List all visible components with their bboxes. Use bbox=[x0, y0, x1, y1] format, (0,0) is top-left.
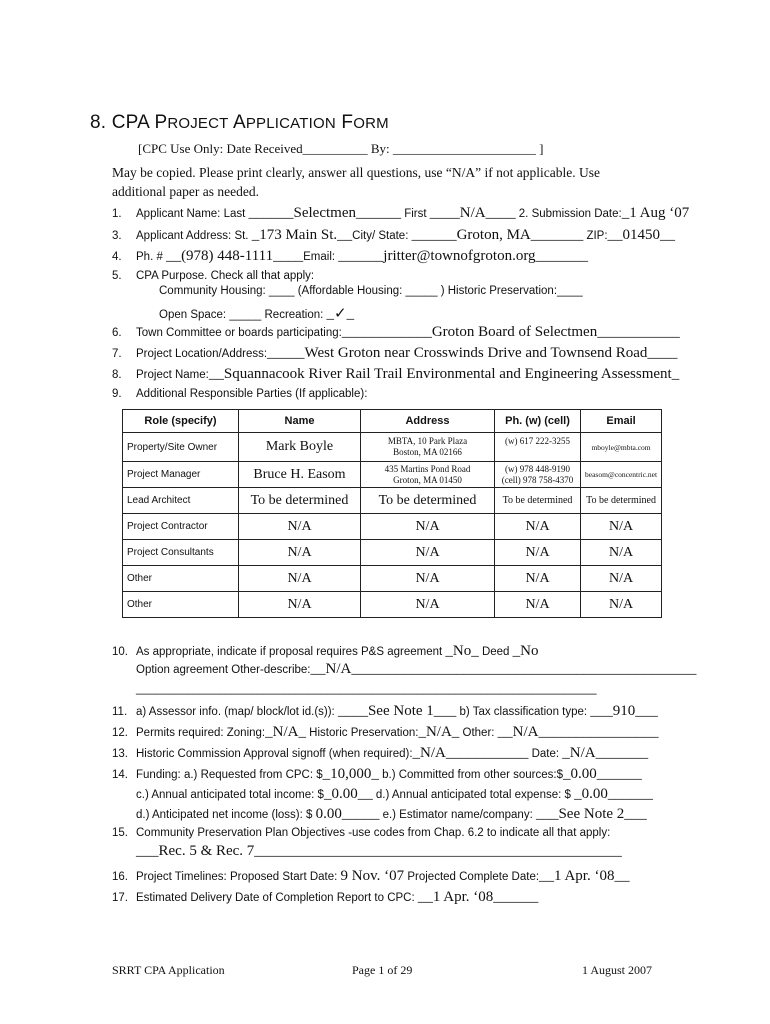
last-name-field[interactable]: ______Selectmen______ bbox=[248, 205, 401, 221]
address-cell[interactable]: N/A bbox=[361, 566, 495, 592]
cpa-purpose-options[interactable]: Community Housing: ____ (Affordable Housing: _____ ) Historic Preservation:____ bbox=[159, 285, 583, 297]
role-cell: Project Contractor bbox=[123, 514, 239, 540]
table-row bbox=[123, 592, 662, 618]
delivery-date-line: 17. Estimated Delivery Date of Completion Report to CPC: __1 Apr. ‘08______ bbox=[112, 889, 539, 905]
option-agreement-field[interactable]: __N/A______________________________________________ bbox=[310, 661, 697, 677]
email-cell[interactable]: N/A bbox=[581, 540, 662, 566]
signoff-field[interactable]: _N/A___________ bbox=[412, 745, 529, 761]
form-title: 8. CPA PROJECT APPLICATION FORM bbox=[90, 112, 389, 133]
zoning-field[interactable]: _N/A_ bbox=[265, 724, 306, 740]
footer-left: SRRT CPA Application bbox=[112, 963, 225, 977]
phone-field[interactable]: __(978) 448-1111____ bbox=[166, 248, 304, 264]
funding-line: 14. Funding: a.) Requested from CPC: $_10,000_ b.) Committed from other sources:$_0.00______ bbox=[112, 766, 642, 782]
applicant-address-line: 3. Applicant Address: St. _173 Main St.__City/ State: ______Groton, MA_______ ZIP:__01450__ bbox=[112, 227, 676, 243]
column-header: Role (specify) bbox=[123, 410, 239, 433]
committed-field[interactable]: _0.00______ bbox=[562, 766, 642, 782]
table-row bbox=[123, 514, 662, 540]
tax-class-field[interactable]: ___910___ bbox=[590, 703, 658, 719]
responsible-parties-line: 9. Additional Responsible Parties (If applicable): bbox=[112, 388, 368, 400]
email-cell[interactable]: To be determined bbox=[581, 488, 662, 514]
signoff-date-field[interactable]: _N/A_______ bbox=[562, 745, 649, 761]
address-cell[interactable]: 435 Martins Pond Road Groton, MA 01450 bbox=[361, 462, 495, 488]
net-income-line: d.) Anticipated net income (loss): $ 0.00_____ e.) Estimator name/company: ___See Note 2___ bbox=[136, 806, 647, 822]
name-cell[interactable]: Mark Boyle bbox=[239, 433, 361, 462]
expense-field[interactable]: _0.00______ bbox=[574, 786, 653, 802]
phone-cell[interactable]: N/A bbox=[495, 592, 581, 618]
address-cell[interactable]: MBTA, 10 Park Plaza Boston, MA 02166 bbox=[361, 433, 495, 462]
town-committee-field[interactable]: ____________Groton Board of Selectmen___________ bbox=[341, 324, 680, 340]
email-cell[interactable]: N/A bbox=[581, 566, 662, 592]
option-agreement-blank[interactable]: ________________________________________________________________________ bbox=[136, 683, 597, 695]
address-cell[interactable]: N/A bbox=[361, 514, 495, 540]
other-permits-field[interactable]: __N/A________________ bbox=[497, 724, 659, 740]
role-cell: Lead Architect bbox=[123, 488, 239, 514]
table-row bbox=[123, 462, 662, 488]
table-row bbox=[123, 566, 662, 592]
responsible-parties-table bbox=[122, 409, 662, 618]
objectives-field[interactable]: ___Rec. 5 & Rec. 7_________________________________________________ bbox=[136, 843, 622, 859]
email-cell[interactable]: mboyle@mbta.com bbox=[581, 433, 662, 462]
table-row bbox=[123, 540, 662, 566]
phone-email-line: 4. Ph. # __(978) 448-1111____Email: ______jritter@townofgroton.org_______ bbox=[112, 248, 589, 264]
income-field[interactable]: _0.00__ bbox=[323, 786, 373, 802]
email-field[interactable]: ______jritter@townofgroton.org_______ bbox=[338, 248, 589, 264]
phone-cell[interactable]: N/A bbox=[495, 540, 581, 566]
city-state-field[interactable]: ______Groton, MA_______ bbox=[411, 227, 584, 243]
page-number: Page 1 of 29 bbox=[352, 963, 413, 977]
first-name-field[interactable]: ____N/A____ bbox=[429, 205, 516, 221]
option-agreement-line: Option agreement Other-describe:__N/A______________________________________________ bbox=[136, 661, 697, 677]
role-cell: Property/Site Owner bbox=[123, 433, 239, 462]
intro-text: May be copied. Please print clearly, answer all questions, use “N/A” if not applicable. Use additional paper as needed. bbox=[112, 165, 600, 199]
address-cell[interactable]: N/A bbox=[361, 540, 495, 566]
column-header: Address bbox=[361, 410, 495, 433]
project-name-line: 8. Project Name:__Squannacook River Rail Trail Environmental and Engineering Assessment_ bbox=[112, 366, 680, 382]
permits-line: 12. Permits required: Zoning:_N/A_ Historic Preservation:_N/A_ Other: __N/A________________ bbox=[112, 724, 659, 740]
email-cell[interactable]: N/A bbox=[581, 592, 662, 618]
phone-cell[interactable]: To be determined bbox=[495, 488, 581, 514]
historic-preservation-field[interactable]: _N/A_ bbox=[418, 724, 460, 740]
timelines-line: 16. Project Timelines: Proposed Start Date: 9 Nov. ‘07 Projected Complete Date:__1 Apr. ‘08__ bbox=[112, 868, 630, 884]
start-date-field[interactable]: 9 Nov. ‘07 bbox=[340, 868, 405, 884]
table-row bbox=[123, 488, 662, 514]
name-cell[interactable]: Bruce H. Easom bbox=[239, 462, 361, 488]
assessor-field[interactable]: ____See Note 1___ bbox=[337, 703, 457, 719]
name-cell[interactable]: N/A bbox=[239, 514, 361, 540]
footer-date: 1 August 2007 bbox=[582, 963, 653, 977]
recreation-check[interactable]: _✓_ bbox=[326, 306, 355, 322]
net-income-field[interactable]: 0.00_____ bbox=[315, 806, 380, 822]
requested-field[interactable]: _10,000_ bbox=[322, 766, 379, 782]
email-cell[interactable]: beasom@concentric.net bbox=[581, 462, 662, 488]
applicant-name-line: 1. Applicant Name: Last ______Selectmen______ First ____N/A____ 2. Submission Date:_1 Aug ‘07 bbox=[112, 205, 690, 221]
delivery-date-field[interactable]: __1 Apr. ‘08______ bbox=[417, 889, 539, 905]
name-cell[interactable]: N/A bbox=[239, 592, 361, 618]
phone-cell[interactable]: (w) 617 222-3255 bbox=[495, 433, 581, 462]
objectives-line: 15. Community Preservation Plan Objectives -use codes from Chap. 6.2 to indicate all that apply: bbox=[112, 827, 611, 839]
column-header: Name bbox=[239, 410, 361, 433]
address-cell[interactable]: N/A bbox=[361, 592, 495, 618]
historic-commission-line: 13. Historic Commission Approval signoff (when required):_N/A___________ Date: _N/A_______ bbox=[112, 745, 649, 761]
cpa-purpose-options-2: Open Space: _____ Recreation: _✓_ bbox=[159, 306, 355, 322]
name-cell[interactable]: N/A bbox=[239, 566, 361, 592]
column-header: Ph. (w) (cell) bbox=[495, 410, 581, 433]
deed-field[interactable]: _No bbox=[512, 643, 539, 659]
town-committee-line: 6. Town Committee or boards participating:____________Groton Board of Selectmen___________ bbox=[112, 324, 680, 340]
income-expense-line: c.) Annual anticipated total income: $_0.00__ d.) Annual anticipated total expense: $ _0.00______ bbox=[136, 786, 653, 802]
name-cell[interactable]: To be determined bbox=[239, 488, 361, 514]
address-cell[interactable]: To be determined bbox=[361, 488, 495, 514]
project-name-field[interactable]: __Squannacook River Rail Trail Environmental and Engineering Assessment_ bbox=[208, 366, 680, 382]
email-cell[interactable]: N/A bbox=[581, 514, 662, 540]
table-row bbox=[123, 433, 662, 462]
project-location-line: 7. Project Location/Address:_____West Groton near Crosswinds Drive and Townsend Road____ bbox=[112, 345, 678, 361]
role-cell: Project Manager bbox=[123, 462, 239, 488]
column-header: Email bbox=[581, 410, 662, 433]
ps-agreement-field[interactable]: _No_ bbox=[445, 643, 479, 659]
project-location-field[interactable]: _____West Groton near Crosswinds Drive and Townsend Road____ bbox=[267, 345, 678, 361]
name-cell[interactable]: N/A bbox=[239, 540, 361, 566]
phone-cell[interactable]: N/A bbox=[495, 566, 581, 592]
assessor-line: 11. a) Assessor info. (map/ block/lot id.(s)): ____See Note 1___ b) Tax classification type: ___910___ bbox=[112, 703, 658, 719]
street-field[interactable]: _173 Main St.__ bbox=[251, 227, 353, 243]
cpa-purpose-line: 5. CPA Purpose. Check all that apply: bbox=[112, 270, 315, 282]
submission-date-field[interactable]: _1 Aug ‘07 bbox=[621, 205, 690, 221]
role-cell: Other bbox=[123, 592, 239, 618]
zip-field[interactable]: __01450__ bbox=[607, 227, 676, 243]
complete-date-field[interactable]: __1 Apr. ‘08__ bbox=[539, 868, 630, 884]
role-cell: Other bbox=[123, 566, 239, 592]
estimator-field[interactable]: ___See Note 2___ bbox=[535, 806, 647, 822]
cpc-use-only: [CPC Use Only: Date Received__________ By: ______________________ ] bbox=[138, 141, 544, 156]
phone-cell[interactable]: N/A bbox=[495, 514, 581, 540]
agreement-line: 10. As appropriate, indicate if proposal requires P&S agreement _No_ Deed _No bbox=[112, 643, 539, 659]
role-cell: Project Consultants bbox=[123, 540, 239, 566]
phone-cell[interactable]: (w) 978 448-9190 (cell) 978 758-4370 bbox=[495, 462, 581, 488]
table-header-row bbox=[123, 410, 662, 433]
